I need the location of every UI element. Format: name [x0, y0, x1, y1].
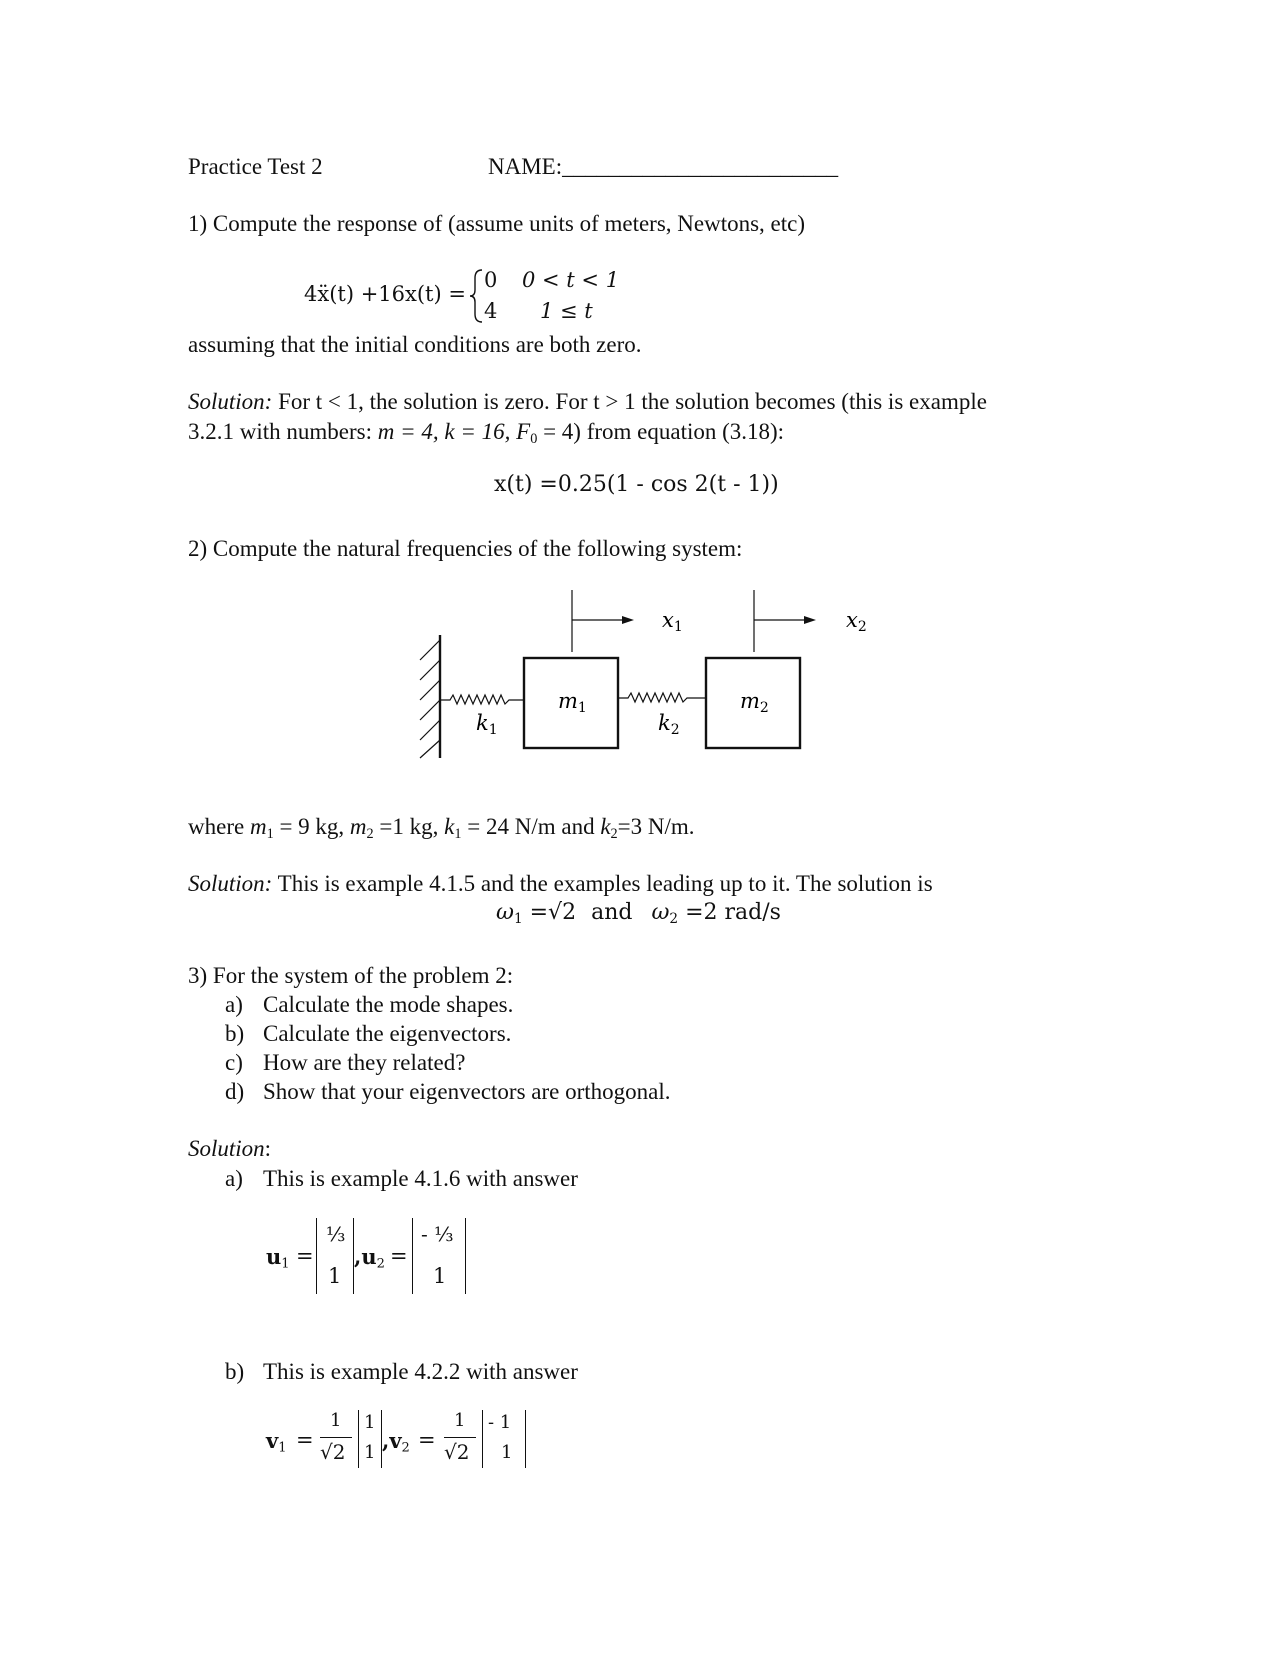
- q2-params-m1: m: [249, 814, 267, 839]
- q1-case1-value: 0: [484, 268, 498, 292]
- q2-params-m2: m: [349, 814, 367, 839]
- x1-arrow-head: [622, 616, 634, 624]
- q2-params-m1-sub: 1: [266, 825, 274, 842]
- q3-solution-heading: [188, 1137, 271, 1160]
- u1-bottom: 1: [328, 1264, 342, 1288]
- v2-sub: 2: [401, 1440, 410, 1456]
- u2-symbol: $,u_2$: [354, 1244, 385, 1272]
- omega2-symbol: ω: [651, 900, 670, 925]
- q1-case2-condition: 1 ≤ t: [540, 299, 593, 323]
- q3-prompt: 3) For the system of the problem 2:: [188, 963, 514, 988]
- v1-top: 1: [364, 1412, 376, 1433]
- v2-frac-num: 1: [454, 1410, 466, 1431]
- q1-solution-f-sub: 0: [530, 430, 538, 447]
- q1-case2-value: 4: [484, 299, 498, 323]
- q3-item-d-marker: d): [225, 1079, 245, 1104]
- omega1-symbol: ω: [496, 900, 514, 925]
- u2-top: - ⅓: [421, 1222, 454, 1246]
- v1-frac-bar: [320, 1437, 352, 1438]
- q2-solution-label: Solution:: [188, 871, 273, 896]
- wall-hatching: [420, 640, 440, 758]
- q2-solution: [188, 872, 933, 895]
- v1-equals: =: [296, 1428, 314, 1452]
- q2-params-k2: k: [600, 814, 611, 839]
- q1-equation-lhs: 4ẍ(t) +16x(t) =: [304, 282, 466, 306]
- q1-solution-text: For t < 1, the solution is zero. For t > 1 the solution becomes (this is example: [278, 389, 987, 414]
- omega1-value: =√2: [529, 900, 577, 925]
- u1-symbol: [266, 1244, 290, 1272]
- q2-params-k1-sub: 1: [454, 825, 462, 842]
- omega2-value: =2 rad/s: [685, 900, 781, 925]
- q3-item-b-marker: b): [225, 1021, 245, 1046]
- v2-frac-den: √2: [444, 1440, 470, 1464]
- q2-params-k2-sub: 2: [610, 825, 618, 842]
- v2-vector: [482, 1410, 526, 1468]
- u2-equals: =: [390, 1244, 408, 1268]
- q2-params-m2-sub: 2: [366, 825, 374, 842]
- q3-item-b-text: Calculate the eigenvectors.: [263, 1021, 512, 1046]
- q1-solution-line2: [188, 419, 785, 447]
- q1-solution-equation: x(t) =0.25(1 - cos 2(t - 1)): [494, 472, 779, 497]
- q3-item-a-text: Calculate the mode shapes.: [263, 992, 514, 1017]
- q2-params-d: = 24 N/m and: [461, 814, 601, 839]
- q2-prompt: 2) Compute the natural frequencies of the following system:: [188, 536, 743, 561]
- mass-spring-diagram: [400, 580, 920, 760]
- u2-sub: 2: [376, 1256, 385, 1272]
- q1-solution-m: m = 4,: [377, 419, 445, 444]
- v1-letter: v: [266, 1428, 279, 1453]
- q2-params-a: where: [188, 814, 250, 839]
- q1-curly-brace: [468, 268, 484, 324]
- q1-solution-line2-a: 3.2.1 with numbers:: [188, 419, 378, 444]
- q2-params-b: = 9 kg,: [273, 814, 350, 839]
- x1-label: x1: [662, 608, 683, 635]
- q1-solution-line2-b: = 4) from equation (3.18):: [537, 419, 785, 444]
- v1-vector: [358, 1410, 382, 1468]
- k1-label: k1: [476, 711, 498, 738]
- v2-fraction: [440, 1410, 480, 1470]
- v1-symbol: [266, 1428, 287, 1456]
- u2-letter: u: [361, 1244, 377, 1269]
- u2-vector: [412, 1218, 466, 1294]
- page-title: Practice Test 2: [188, 154, 323, 179]
- u2-bottom: 1: [433, 1264, 447, 1288]
- q2-solution-text: This is example 4.1.5 and the examples leading up to it. The solution is: [272, 871, 933, 896]
- k2-label: k2: [658, 711, 680, 738]
- name-field-label: NAME:________________________: [488, 154, 839, 179]
- omega2-sub: 2: [669, 910, 679, 927]
- v1-frac-den: √2: [320, 1440, 346, 1464]
- v1-bottom: 1: [364, 1442, 376, 1463]
- v2-bottom: 1: [501, 1442, 513, 1463]
- q2-params-c: =1 kg,: [373, 814, 445, 839]
- v1-sub: 1: [278, 1440, 287, 1456]
- q3-item-d-text: Show that your eigenvectors are orthogonal.: [263, 1079, 671, 1104]
- q3-item-c-text: How are they related?: [263, 1050, 466, 1075]
- q2-frequencies: [496, 900, 781, 927]
- spring-k2: [618, 693, 706, 702]
- v2-frac-bar: [444, 1437, 476, 1438]
- q3-item-c-marker: c): [225, 1050, 243, 1075]
- q2-params-k1: k: [444, 814, 455, 839]
- q1-case1-condition: 0 < t < 1: [522, 268, 620, 292]
- x2-label: x2: [846, 608, 867, 635]
- q2-parameters: [188, 814, 695, 842]
- omega1-sub: 1: [513, 910, 523, 927]
- m1-label: m1: [558, 689, 587, 716]
- q3-solution-label: Solution: [188, 1136, 265, 1161]
- v2-equals: =: [418, 1428, 436, 1452]
- q1-solution-f: F: [516, 419, 531, 444]
- q1-prompt: 1) Compute the response of (assume units of meters, Newtons, etc): [188, 211, 806, 236]
- q1-solution-line1: [188, 390, 987, 413]
- q3-sol-b-text: This is example 4.2.2 with answer: [263, 1359, 578, 1384]
- spring-k1: [440, 695, 524, 704]
- v1-fraction: [316, 1410, 356, 1470]
- frequencies-and: and: [591, 900, 633, 925]
- q1-initial-conditions: assuming that the initial conditions are both zero.: [188, 332, 642, 357]
- q3-item-a-marker: a): [225, 992, 243, 1017]
- q1-solution-k: k = 16,: [444, 419, 517, 444]
- u1-vector: [316, 1218, 354, 1294]
- u1-top: ⅓: [326, 1222, 346, 1246]
- x2-arrow-head: [804, 616, 816, 624]
- v1-frac-num: 1: [330, 1410, 342, 1431]
- u1-sub: 1: [281, 1256, 290, 1272]
- q3-sol-a-text: This is example 4.1.6 with answer: [263, 1166, 578, 1191]
- u1-equals: =: [296, 1244, 314, 1268]
- q1-solution-label: Solution:: [188, 389, 273, 414]
- u1-letter: u: [266, 1244, 282, 1269]
- q3-sol-b-marker: b): [225, 1359, 245, 1384]
- v2-top: - 1: [488, 1412, 512, 1433]
- v2-letter: v: [389, 1428, 402, 1453]
- v2-symbol: $,v_2$: [382, 1428, 410, 1456]
- m2-label: m2: [740, 689, 769, 716]
- q3-solution-colon: :: [264, 1136, 272, 1161]
- q2-params-e: =3 N/m.: [617, 814, 695, 839]
- q3-sol-a-marker: a): [225, 1166, 243, 1191]
